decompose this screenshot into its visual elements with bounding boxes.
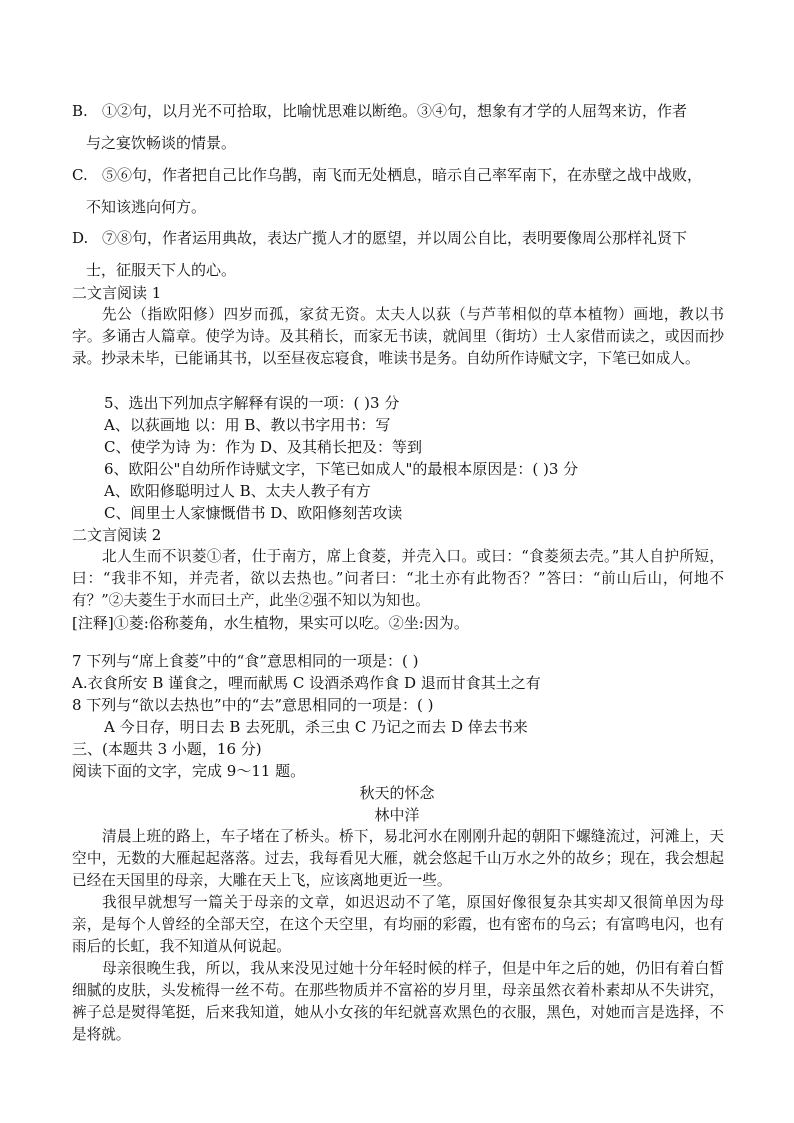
option-d-line2: 士，征服天下人的心。 (86, 261, 237, 279)
section2-note: [注释]①菱:俗称菱角，水生植物，果实可以吃。②坐:因为。 (72, 614, 469, 632)
section2-passage: 北人生而不识菱①者，仕于南方，席上食菱，并壳入口。或曰：“食菱须去壳。”其人自护所短，曰：“我非不知，并壳者，欲以去热也。”问者曰：“北土亦有此物否？”答曰：“前山后山，何地不有？”②夫菱生于水而曰土产，此坐②强不知以为知也。 (72, 548, 724, 609)
question-6: 6、欧阳公"自幼所作诗赋文字，下笔已如成人"的最根本原因是：( )3 分 (104, 460, 579, 478)
option-d-label: D. (72, 229, 89, 247)
question-7: 7 下列与“席上食菱”中的“食”意思相同的一项是：( ) (72, 652, 419, 670)
section3-instruction: 阅读下面的文字，完成 9～11 题。 (72, 762, 306, 780)
question-5: 5、选出下列加点字解释有误的一项：( )3 分 (104, 394, 400, 412)
question-7-options: A.衣食所安 B 谨食之，哩而献馬 C 设酒杀鸡作食 D 退而甘食其土之有 (72, 674, 541, 692)
section1-heading: 二文言阅读 1 (72, 284, 162, 302)
question-6-options-cd: C、闾里士人家慷慨借书 D、欧阳修刻苦攻读 (104, 504, 403, 522)
question-5-options-cd: C、使学为诗 为：作为 D、及其稍长把及：等到 (104, 438, 423, 456)
section1-passage: 先公（指欧阳修）四岁而孤，家贫无资。太夫人以荻（与芦苇相似的草本植物）画地，教以书字。多诵古人篇章。使学为诗。及其稍长，而家无书读，就闾里（街坊）士人家借而读之，或因而抄录。抄录未毕，已能诵其书，以至昼夜忘寝食，唯读书是务。自幼所作诗赋文字，下笔已如成人。 (72, 306, 724, 367)
question-5-options-ab: A、以荻画地 以：用 B、教以书字用书：写 (104, 416, 391, 434)
section2-heading: 二文言阅读 2 (72, 526, 162, 544)
article-paragraph-1: 清晨上班的路上，车子堵在了桥头。桥下，易北河水在刚刚升起的朝阳下螺缝流过，河滩上，天空中，无数的大雁起起落落。过去，我每看见大雁，就会悠起千山万水之外的故乡；现在，我会想起已经在天国里的母亲，大雕在天上飞，应该离地更近一些。 (72, 828, 724, 889)
option-c-label: C. (72, 166, 88, 184)
question-8-options: A 今日存，明日去 B 去死肌，杀三虫 C 乃记之而去 D 倖去书来 (104, 718, 528, 736)
question-6-options-ab: A、欧阳修聪明过人 B、太夫人教子有方 (104, 482, 371, 500)
question-8: 8 下列与“欲以去热也”中的“去”意思相同的一项是：( ) (72, 696, 434, 714)
article-paragraph-2: 我很早就想写一篇关于母亲的文章，如迟迟动不了笔，原国好像很复杂其实却又很简单因为母亲，是每个人曾经的全部天空，在这个天空里，有均丽的彩霞，也有密布的乌云；有富鸣电闪，也有雨后的长虹，我不知道从何说起。 (72, 894, 724, 955)
option-b-line1: ①②句，以月光不可拾取，比喻忧思难以断绝。③④句，想象有才学的人屈驾来访，作者 (102, 102, 688, 120)
option-b-label: B. (72, 102, 88, 120)
option-b-line2: 与之宴饮畅谈的情景。 (86, 134, 237, 152)
option-c-line1: ⑤⑥句，作者把自己比作乌鹊，南飞而无处栖息，暗示自己率军南下，在赤壁之战中战败， (102, 166, 703, 184)
article-title: 秋天的怀念 (359, 784, 435, 802)
article-author: 林中洋 (374, 806, 420, 824)
section3-heading: 三、(本题共 3 小题，16 分) (72, 740, 262, 758)
option-c-line2: 不知该逃向何方。 (86, 198, 207, 216)
article-paragraph-3: 母亲很晚生我，所以，我从来没见过她十分年轻时候的样子，但是中年之后的她，仍旧有着白皙细腻的皮肤，头发梳得一丝不苟。在那些物质并不富裕的岁月里，母亲虽然衣着朴素却从不失讲究，裤子总是熨得笔挺，后来我知道，她从小女孩的年纪就喜欢黑色的衣服，黑色，对她而言是选择，不是将就。 (72, 960, 724, 1043)
option-d-line1: ⑦⑧句，作者运用典故，表达广揽人才的愿望，并以周公自比，表明要像周公那样礼贤下 (102, 229, 688, 247)
